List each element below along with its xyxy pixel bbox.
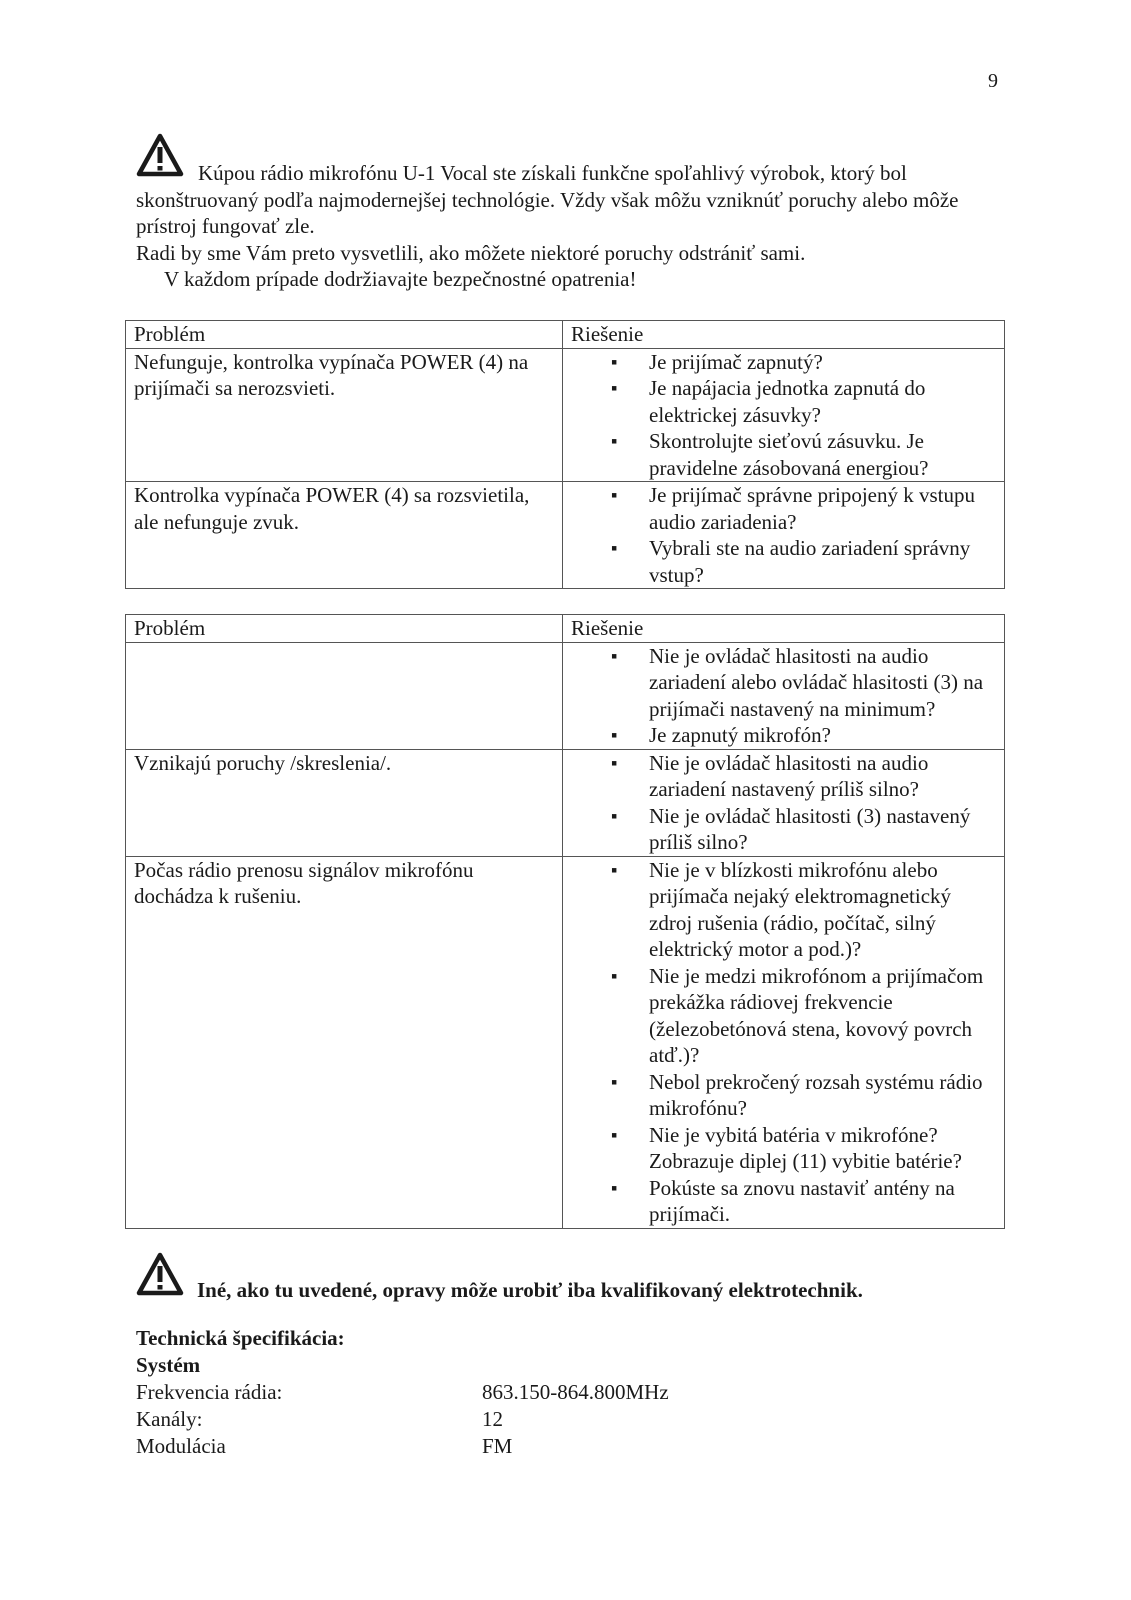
solution-cell	[563, 856, 1005, 1228]
solution-item: ▪ Je prijímač zapnutý?	[571, 349, 996, 376]
header-solution: Riešenie	[563, 321, 1005, 349]
solution-item: ▪ Je zapnutý mikrofón?	[571, 722, 996, 749]
spec-row	[136, 1433, 669, 1460]
page-number: 9	[988, 70, 998, 92]
problem-cell	[126, 642, 563, 749]
spec-value: 863.150-864.800MHz	[482, 1380, 669, 1404]
header-solution: Riešenie	[563, 615, 1005, 643]
solution-item: ▪ Pokúste sa znovu nastaviť antény na prijímači.	[571, 1175, 996, 1228]
table-row	[126, 856, 1005, 1228]
spec-row	[136, 1379, 669, 1406]
solution-item: ▪ Nie je ovládač hlasitosti na audio zariadení alebo ovládač hlasitosti (3) na prijímači nastavený na minimum?	[571, 643, 996, 723]
solution-item: ▪ Nie je v blízkosti mikrofónu alebo prijímača nejaký elektromagnetický zdroj rušenia (rádio, počítač, silný elektrický motor a pod.)?	[571, 857, 996, 963]
spec-value: 12	[482, 1407, 503, 1431]
intro-text	[136, 160, 996, 293]
solution-cell	[563, 642, 1005, 749]
spec-row	[136, 1406, 669, 1433]
solution-item: ▪ Vybrali ste na audio zariadení správny vstup?	[571, 535, 996, 588]
problem-cell: Kontrolka vypínača POWER (4) sa rozsvietila, ale nefunguje zvuk.	[126, 482, 563, 589]
spec-label: Frekvencia rádia:	[136, 1380, 283, 1404]
table-row	[126, 749, 1005, 856]
solution-item: ▪ Nie je ovládač hlasitosti (3) nastavený príliš silno?	[571, 803, 996, 856]
solution-item: ▪ Skontrolujte sieťovú zásuvku. Je pravidelne zásobovaná energiou?	[571, 428, 996, 481]
footer-warning: Iné, ako tu uvedené, opravy môže urobiť iba kvalifikovaný elektrotechnik.	[197, 1278, 863, 1302]
solution-item: ▪ Je prijímač správne pripojený k vstupu audio zariadenia?	[571, 482, 996, 535]
table-header-row	[126, 321, 1005, 349]
solution-cell	[563, 348, 1005, 482]
technical-specs	[136, 1325, 669, 1460]
solution-item: ▪ Nebol prekročený rozsah systému rádio mikrofónu?	[571, 1069, 996, 1122]
solution-item: ▪ Nie je vybitá batéria v mikrofóne? Zobrazuje diplej (11) vybitie batérie?	[571, 1122, 996, 1175]
troubleshooting-table-1	[125, 320, 1005, 589]
solution-cell	[563, 749, 1005, 856]
header-problem: Problém	[126, 321, 563, 349]
intro-paragraph: Kúpou rádio mikrofónu U-1 Vocal ste získali funkčne spoľahlivý výrobok, ktorý bol skonštruovaný podľa najmodernejšej technológie. Vždy však môžu vzniknúť poruchy alebo môže prístroj fungovať zle.	[136, 161, 959, 238]
spec-label: Kanály:	[136, 1407, 203, 1431]
table-row	[126, 482, 1005, 589]
specs-subheading: Systém	[136, 1353, 201, 1377]
intro-safety-note: V každom prípade dodržiavajte bezpečnostné opatrenia!	[164, 267, 637, 291]
problem-cell: Nefunguje, kontrolka vypínača POWER (4) na prijímači sa nerozsvieti.	[126, 348, 563, 482]
table-row	[126, 348, 1005, 482]
spec-label: Modulácia	[136, 1434, 226, 1458]
table-header-row	[126, 615, 1005, 643]
warning-triangle-icon	[136, 1252, 184, 1296]
intro-paragraph: Radi by sme Vám preto vysvetlili, ako môžete niektoré poruchy odstrániť sami.	[136, 240, 806, 265]
solution-item: ▪ Je napájacia jednotka zapnutá do elektrickej zásuvky?	[571, 375, 996, 428]
problem-cell: Počas rádio prenosu signálov mikrofónu dochádza k rušeniu.	[126, 856, 563, 1228]
solution-item: ▪ Nie je ovládač hlasitosti na audio zariadení nastavený príliš silno?	[571, 750, 996, 803]
solution-cell	[563, 482, 1005, 589]
spec-value: FM	[482, 1434, 513, 1458]
solution-item: ▪ Nie je medzi mikrofónom a prijímačom prekážka rádiovej frekvencie (železobetónová stena, kovový povrch atď.)?	[571, 963, 996, 1069]
specs-heading: Technická špecifikácia:	[136, 1326, 345, 1350]
troubleshooting-table-2	[125, 614, 1005, 1229]
header-problem: Problém	[126, 615, 563, 643]
problem-cell: Vznikajú poruchy /skreslenia/.	[126, 749, 563, 856]
table-row	[126, 642, 1005, 749]
